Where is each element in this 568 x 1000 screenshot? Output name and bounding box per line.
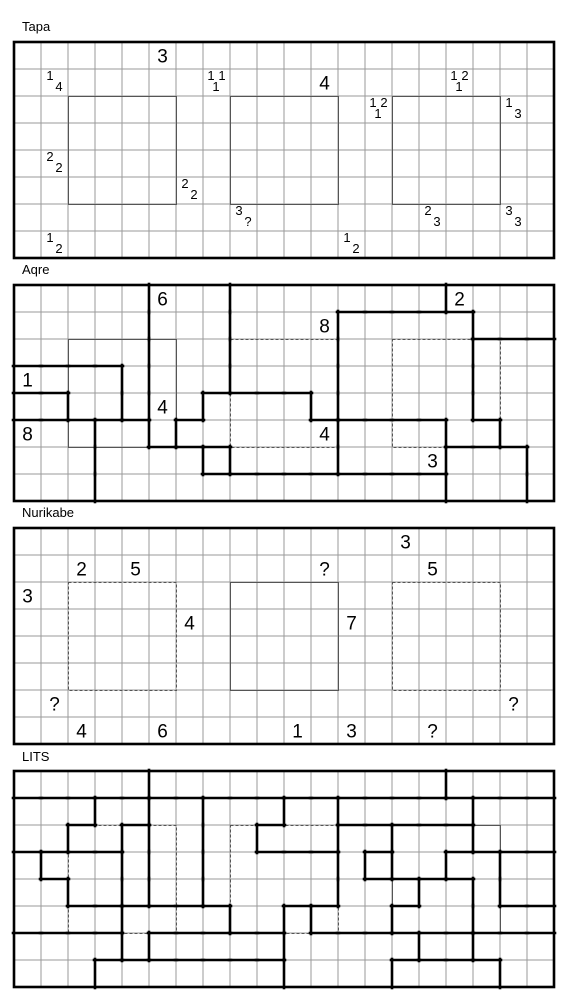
- tapa-grid: [14, 42, 554, 258]
- tapa-clue-number: 1: [212, 79, 220, 94]
- cell-clue: 8: [22, 424, 33, 446]
- cell-clue: 5: [130, 559, 141, 581]
- tapa-clue-number: 2: [352, 241, 360, 256]
- tapa-clue-number: 3: [433, 214, 441, 229]
- tapa-clue-number: 2: [46, 149, 54, 164]
- puzzle-title-lits: LITS: [22, 749, 50, 764]
- tapa-clue-number: 1: [207, 68, 215, 83]
- cell-clue: ?: [319, 559, 330, 581]
- nurikabe-grid: [14, 528, 554, 744]
- tapa-clue-number: 2: [55, 241, 63, 256]
- cell-clue: 4: [319, 73, 330, 95]
- tapa-clue-number: 2: [181, 176, 189, 191]
- puzzle-title-aqre: Aqre: [22, 262, 50, 277]
- tapa-clue-number: 4: [55, 79, 63, 94]
- cell-clue: 3: [22, 586, 33, 608]
- aqre-grid: [13, 284, 555, 502]
- puzzle-title-tapa: Tapa: [22, 19, 51, 34]
- cell-clue: 3: [157, 46, 168, 68]
- cell-clue: 4: [76, 721, 87, 743]
- tapa-clue-number: 3: [514, 106, 522, 121]
- cell-clue: 2: [76, 559, 87, 581]
- tapa-clue-number: 1: [343, 230, 351, 245]
- cell-clue: 3: [427, 451, 438, 473]
- tapa-clue-number: 2: [55, 160, 63, 175]
- tapa-clue-number: ?: [244, 214, 252, 229]
- cell-clue: 3: [400, 532, 411, 554]
- tapa-clue-number: 1: [450, 68, 458, 83]
- cell-clue: ?: [508, 694, 519, 716]
- cell-clue: 2: [454, 289, 465, 311]
- cell-clue: 7: [346, 613, 357, 635]
- cell-clue: 3: [346, 721, 357, 743]
- tapa-clue-number: 3: [514, 214, 522, 229]
- tapa-clue-number: 1: [374, 106, 382, 121]
- cell-clue: ?: [427, 721, 438, 743]
- cell-clue: 4: [184, 613, 195, 635]
- cell-clue: 8: [319, 316, 330, 338]
- tapa-clue-number: 2: [380, 95, 388, 110]
- tapa-clue-number: 3: [505, 203, 513, 218]
- tapa-clue-number: 1: [218, 68, 226, 83]
- tapa-clue-number: 2: [424, 203, 432, 218]
- tapa-clue-number: 1: [46, 230, 54, 245]
- puzzle-title-nurikabe: Nurikabe: [22, 505, 75, 520]
- tapa-clue-number: 1: [505, 95, 513, 110]
- cell-clue: 1: [292, 721, 303, 743]
- tapa-clue-number: 1: [46, 68, 54, 83]
- cell-clue: 5: [427, 559, 438, 581]
- cell-clue: ?: [49, 694, 60, 716]
- cell-clue: 1: [22, 370, 33, 392]
- cell-clue: 4: [319, 424, 330, 446]
- cell-clue: 6: [157, 289, 168, 311]
- lits-grid: [13, 770, 555, 988]
- tapa-clue-number: 1: [455, 79, 463, 94]
- cell-clue: 4: [157, 397, 168, 419]
- tapa-clue-number: 3: [235, 203, 243, 218]
- tapa-clue-number: 2: [190, 187, 198, 202]
- cell-clue: 6: [157, 721, 168, 743]
- tapa-clue-number: 2: [461, 68, 469, 83]
- tapa-clue-number: 1: [369, 95, 377, 110]
